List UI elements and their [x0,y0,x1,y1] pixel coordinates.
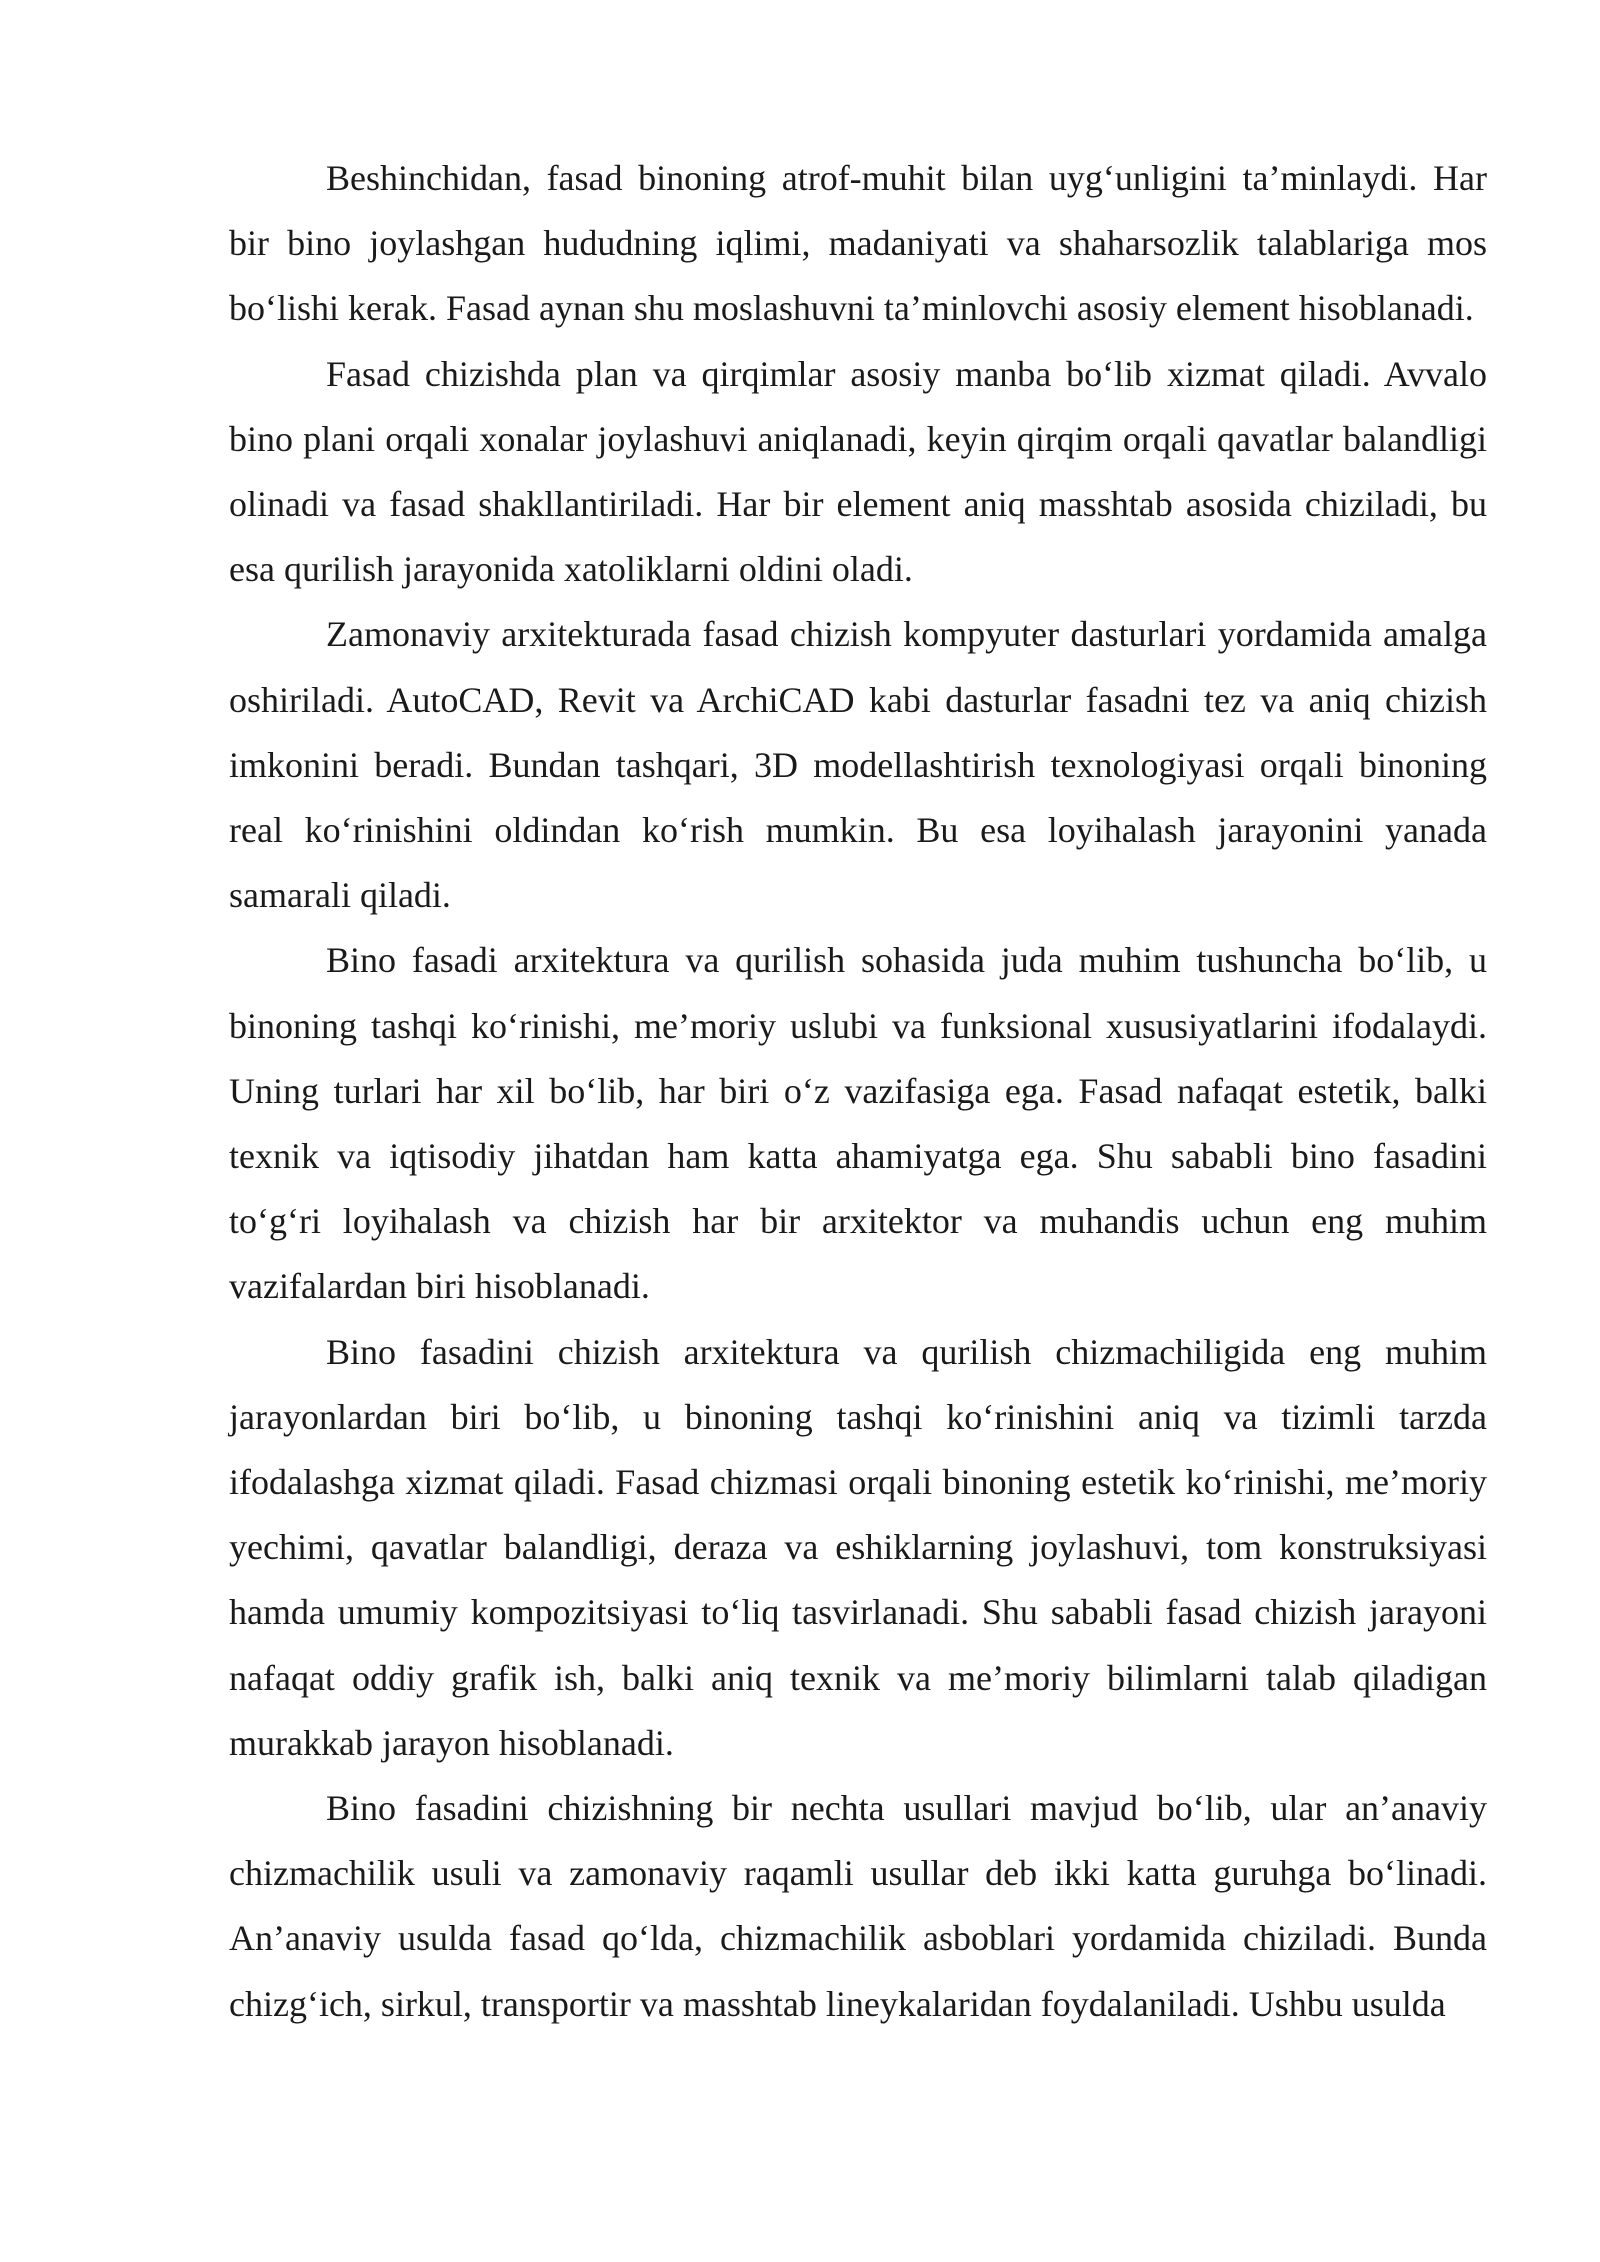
paragraph-2: Fasad chizishda plan va qirqimlar asosiy manba bo‘lib xizmat qiladi. Avvalo bino plani orqali xonalar joylashuvi aniqlanadi, keyin qirqim orqali qavatlar balandligi olinadi va fasad shakllantiriladi. Har bir element aniq masshtab asosida chiziladi, bu esa qurilish jarayonida xatoliklarni oldini oladi. [229,353,1487,590]
paragraph-3: Zamonaviy arxitekturada fasad chizish kompyuter dasturlari yordamida amalga oshiriladi. AutoCAD, Revit va ArchiCAD kabi dasturlar fasadni tez va aniq chizish imkonini beradi. Bundan tashqari, 3D modellashtirish texnologiyasi orqali binoning real ko‘rinishini oldindan ko‘rish mumkin. Bu esa loyihalash jarayonini yanada samarali qiladi. [229,614,1487,916]
paragraph-5: Bino fasadini chizish arxitektura va qurilish chizmachiligida eng muhim jarayonlardan biri bo‘lib, u binoning tashqi ko‘rinishini aniq va tizimli tarzda ifodalashga xizmat qiladi. Fasad chizmasi orqali binoning estetik ko‘rinishi, me’moriy yechimi, qavatlar balandligi, deraza va eshiklarning joylashuvi, tom konstruksiyasi hamda umumiy kompozitsiyasi to‘liq tasvirlanadi. Shu sababli fasad chizish jarayoni nafaqat oddiy grafik ish, balki aniq texnik va me’moriy bilimlarni talab qiladigan murakkab jarayon hisoblanadi. [229,1331,1487,1763]
paragraph-4: Bino fasadi arxitektura va qurilish sohasida juda muhim tushuncha bo‘lib, u binoning tashqi ko‘rinishi, me’moriy uslubi va funksional xususiyatlarini ifodalaydi. Uning turlari har xil bo‘lib, har biri o‘z vazifasiga ega. Fasad nafaqat estetik, balki texnik va iqtisodiy jihatdan ham katta ahamiyatga ega. Shu sababli bino fasadini to‘g‘ri loyihalash va chizish har bir arxitektor va muhandis uchun eng muhim vazifalardan biri hisoblanadi. [229,940,1487,1307]
paragraph-1: Beshinchidan, fasad binoning atrof-muhit bilan uyg‘unligini ta’minlaydi. Har bir bino joylashgan hududning iqlimi, madaniyati va shaharsozlik talablariga mos bo‘lishi kerak. Fasad aynan shu moslashuvni ta’minlovchi asosiy element hisoblanadi. [229,158,1487,329]
paragraph-6: Bino fasadini chizishning bir nechta usullari mavjud bo‘lib, ular an’anaviy chizmachilik usuli va zamonaviy raqamli usullar deb ikki katta guruhga bo‘linadi. An’anaviy usulda fasad qo‘lda, chizmachilik asboblari yordamida chiziladi. Bunda chizg‘ich, sirkul, transportir va masshtab lineykalaridan foydalaniladi. Ushbu usulda [229,1788,1487,2024]
document-page [229,146,1487,2037]
